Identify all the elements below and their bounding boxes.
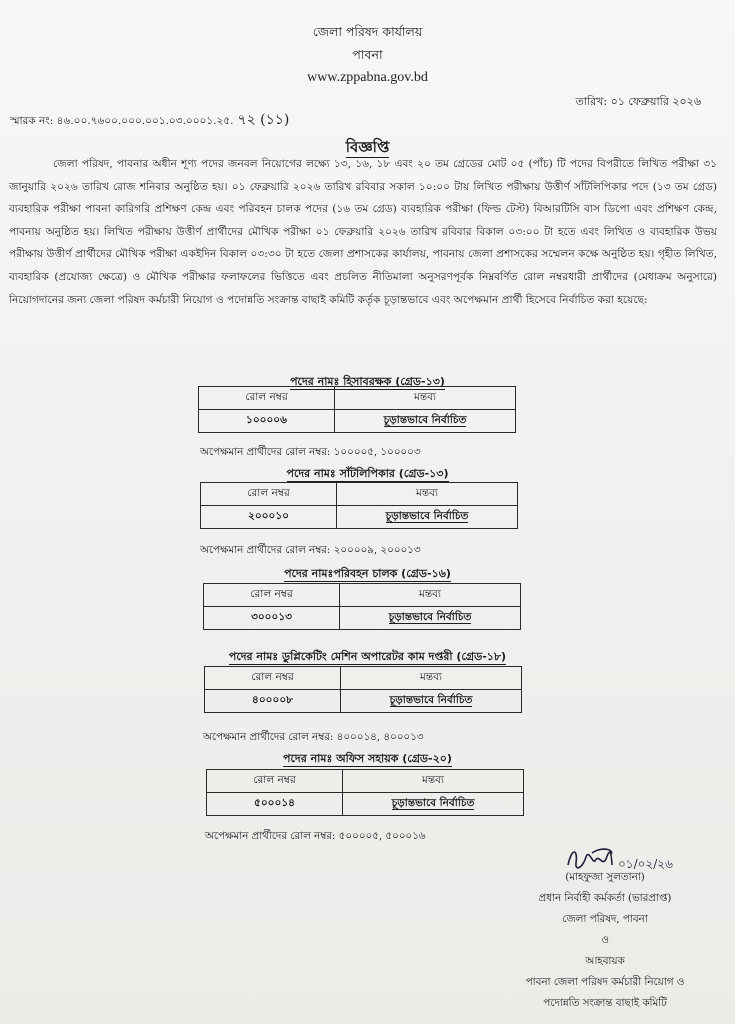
remark-text: চূড়ান্তভাবে নির্বাচিত — [391, 796, 475, 809]
remark-text: চূড়ান্তভাবে নির্বাচিত — [389, 693, 473, 706]
post-title-3-text: পদের নামঃপরিবহন চালক (গ্রেড-১৬) — [284, 567, 451, 580]
roll-number: ৪০০০০৮ — [205, 690, 341, 713]
result-table-3 — [203, 583, 521, 630]
signatory-role: আহবায়ক — [585, 955, 625, 967]
remark-cell — [335, 410, 516, 433]
memo-handwritten-number: ৭২ (১১) — [237, 112, 290, 128]
post-title-1-text: পদের নামঃ হিসাবরক্ষক (গ্রেড-১৩) — [290, 375, 445, 388]
table-header-row — [201, 483, 518, 506]
roll-number: ৩০০০১৩ — [204, 607, 340, 630]
table-header-row — [204, 584, 521, 607]
table-header-row — [199, 387, 516, 410]
result-table-5 — [206, 769, 524, 816]
result-table-2 — [200, 482, 518, 529]
table-header-row — [205, 667, 522, 690]
district-name: পাবনা — [352, 47, 383, 62]
waiting-list-5: অপেক্ষমান প্রার্থীদের রোল নম্বর: ৫০০০০৫, ৫০০০১৬ — [205, 830, 426, 842]
roll-number: ২০০০১০ — [201, 506, 337, 529]
waiting-list-4: অপেক্ষমান প্রার্থীদের রোল নম্বর: ৪০০০১৪, ৪০০০১৩ — [203, 731, 424, 743]
memo-number-text: স্মারক নং: ৪৬.০০.৭৬০০.০০০.০০১.০৩.০০০১.২৫. — [10, 115, 234, 127]
post-title-5-text: পদের নামঃ অফিস সহায়ক (গ্রেড-২০) — [283, 752, 452, 765]
table-row — [199, 410, 516, 433]
remark-cell — [337, 506, 518, 529]
remark-text: চূড়ান্তভাবে নির্বাচিত — [383, 413, 467, 426]
committee-line-2: পদোন্নতি সংক্রান্ত বাছাই কমিটি — [543, 997, 667, 1009]
signature-date: ০১/০২/২৬ — [618, 857, 673, 871]
post-title-2-text: পদের নামঃ সাঁটলিপিকার (গ্রেড-১৩) — [286, 467, 449, 480]
committee-line-1: পাবনা জেলা পরিষদ কর্মচারী নিয়োগ ও — [525, 976, 685, 988]
signatory-designation: প্রধান নির্বাহী কর্মকর্তা (ভারপ্রাপ্ত) — [538, 892, 672, 904]
roll-header: রোল নম্বর — [207, 770, 343, 793]
post-title-4-text: পদের নামঃ ডুপ্লিকেটিং মেশিন অপারেটর কাম দপ্তরী (গ্রেড-১৮) — [228, 650, 507, 663]
remark-header: মন্তব্য — [340, 584, 521, 607]
roll-header: রোল নম্বর — [201, 483, 337, 506]
table-row — [205, 690, 522, 713]
signatory-name: (মাহফুজা সুলতানা) — [565, 871, 645, 883]
table-header-row — [207, 770, 524, 793]
remark-cell — [341, 690, 522, 713]
letterhead — [0, 20, 735, 89]
office-name: জেলা পরিষদ কার্যালয় — [312, 24, 423, 39]
roll-number: ৫০০০১৪ — [207, 793, 343, 816]
table-row — [201, 506, 518, 529]
issue-date: তারিখ: ০১ ফেব্রুয়ারি ২০২৬ — [575, 95, 701, 108]
post-title-4 — [0, 648, 735, 667]
remark-text: চূড়ান্তভাবে নির্বাচিত — [385, 509, 469, 522]
memo-number — [10, 108, 289, 132]
post-title-5 — [0, 750, 735, 769]
remark-header: মন্তব্য — [341, 667, 522, 690]
result-table-1 — [198, 386, 516, 433]
signature-block — [480, 867, 730, 1014]
waiting-list-1: অপেক্ষমান প্রার্থীদের রোল নম্বর: ১০০০০৫, ১০০০০৩ — [200, 446, 421, 458]
remark-cell — [340, 607, 521, 630]
roll-header: রোল নম্বর — [199, 387, 335, 410]
website-link[interactable]: www.zppabna.gov.bd — [307, 70, 428, 85]
waiting-list-2: অপেক্ষমান প্রার্থীদের রোল নম্বর: ২০০০০৯, ২০০০১৩ — [200, 544, 421, 556]
roll-header: রোল নম্বর — [205, 667, 341, 690]
conjunction: ও — [601, 934, 609, 946]
roll-header: রোল নম্বর — [204, 584, 340, 607]
remark-header: মন্তব্য — [343, 770, 524, 793]
result-table-4 — [204, 666, 522, 713]
remark-header: মন্তব্য — [335, 387, 516, 410]
notice-title-text: বিজ্ঞপ্তি — [345, 138, 390, 156]
table-row — [207, 793, 524, 816]
notice-body-text: জেলা পরিষদ, পাবনার অধীন শূণ্য পদের জনবল নিয়োগের লক্ষ্যে ১৩, ১৬, ১৮ এবং ২০ তম গ্রেডের মোট ০৫ (পাঁচ) টি পদের বিপরীতে লিখিত পরীক্ষা ৩১ জানুয়ারি ২০২৬ তারিখ রোজ শনিবার অনুষ্ঠিত হয়। ০১ ফেব্রুয়ারি ২০২৬ তারিখ রবিবার সকাল ১০:০০ টায় লিখিত পরীক্ষায় উত্তীর্ণ সাঁটলিপিকার পদে (১৩ তম গ্রেড) ব্যবহারিক পরীক্ষা পাবনা কারিগরি প্রশিক্ষণ কেন্দ্র এবং পরিবহন চালক পদের (১৬ তম গ্রেড) ব্যবহারিক পরীক্ষা (ফিল্ড টেস্ট) বিআরটিসি বাস ডিপো এবং প্রশিক্ষণ কেন্দ্র, পাবনায় অনুষ্ঠিত হয়। লিখিত পরীক্ষায় উত্তীর্ণ প্রার্থীদের মৌখিক পরীক্ষা ০১ ফেব্রুয়ারি ২০২৬ তারিখ রবিবার বিকাল ০৩:০০ টা হতে এবং লিখিত ও ব্যবহারিক উভয় পরীক্ষায় উত্তীর্ণ প্রার্থীদের মৌখিক পরীক্ষা একইদিন বিকাল ০৩:৩০ টা হতে জেলা প্রশাসকের কার্যালয়, পাবনায় জেলা প্রশাসকের সম্মেলন কক্ষে অনুষ্ঠিত হয়। গৃহীত লিখিত, ব্যবহারিক (প্রযোজ্য ক্ষেত্রে) ও মৌখিক পরীক্ষার ফলাফলের ভিত্তিতে এবং প্রচলিত নীতিমালা অনুসরণপূর্বক নিম্নবর্ণিত রোল নম্বরধারী প্রার্থীদের (মেধাক্রম অনুসারে) নিয়োগদানের জন্য জেলা পরিষদ কর্মচারী নিয়োগ ও পদোন্নতি সংক্রান্ত বাছাই কমিটি কর্তৃক চূড়ান্তভাবে এবং অপেক্ষমান প্রার্থী হিসেবে নির্বাচিত করা হয়েছে: — [9, 158, 717, 306]
table-row — [204, 607, 521, 630]
remark-header: মন্তব্য — [337, 483, 518, 506]
post-title-3 — [0, 565, 735, 584]
notice-body — [9, 153, 717, 311]
signatory-office: জেলা পরিষদ, পাবনা — [562, 913, 648, 925]
remark-cell — [343, 793, 524, 816]
remark-text: চূড়ান্তভাবে নির্বাচিত — [388, 610, 472, 623]
roll-number: ১০০০০৬ — [199, 410, 335, 433]
